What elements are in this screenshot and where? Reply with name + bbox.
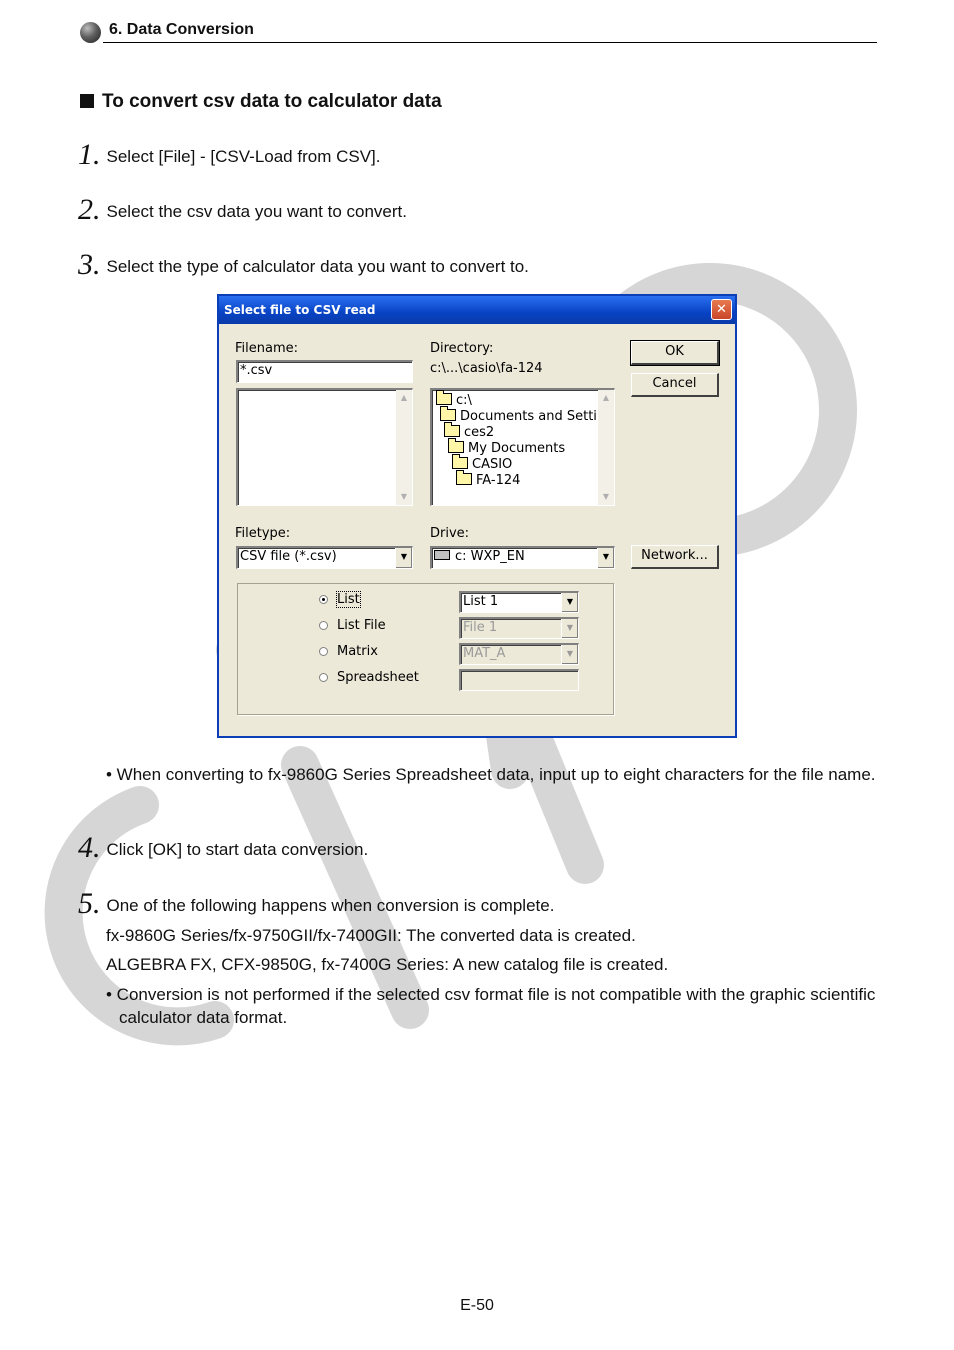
radio-spreadsheet[interactable] — [319, 673, 328, 682]
chevron-down-icon[interactable]: ▼ — [597, 548, 614, 568]
drive-select[interactable]: c: WXP_EN ▼ — [430, 546, 615, 569]
step-3: 3. Select the type of calculator data you want to convert to. — [78, 248, 529, 281]
directory-tree[interactable] — [430, 388, 615, 506]
scroll-down-icon[interactable]: ▼ — [400, 492, 408, 501]
dialog-titlebar — [219, 296, 735, 324]
tree-item[interactable]: CASIO — [452, 456, 512, 474]
directory-scrollbar[interactable] — [598, 390, 614, 505]
filename-input[interactable]: *.csv — [236, 360, 413, 383]
folder-open-icon — [448, 441, 464, 453]
step-4: 4. Click [OK] to start data conversion. — [78, 831, 369, 864]
chevron-down-icon: ▼ — [561, 619, 578, 638]
scroll-down-icon[interactable]: ▼ — [602, 492, 610, 501]
tree-item[interactable]: ces2 — [444, 424, 494, 442]
result-line-2: ALGEBRA FX, CFX-9850G, fx-7400G Series: A new catalog file is created. — [106, 955, 669, 974]
folder-open-icon — [436, 393, 452, 405]
tree-item[interactable]: c:\ — [436, 392, 472, 410]
tree-item[interactable]: FA-124 — [456, 472, 520, 490]
data-type-group — [237, 583, 614, 715]
radio-list-file[interactable] — [319, 621, 328, 630]
select-file-dialog — [217, 294, 737, 738]
folder-open-icon — [456, 473, 472, 485]
step-5: 5. One of the following happens when conversion is complete. — [78, 887, 555, 920]
dialog-title: Select file to CSV read — [224, 303, 376, 317]
section-bullet-icon — [80, 22, 101, 43]
drive-label: Drive: — [430, 526, 470, 541]
option-spreadsheet-label: Spreadsheet — [337, 670, 419, 685]
filetype-label: Filetype: — [235, 526, 291, 541]
file-select: File 1 ▼ — [459, 617, 579, 639]
chevron-down-icon[interactable]: ▼ — [395, 548, 412, 568]
file-list-scrollbar[interactable] — [396, 390, 412, 505]
option-list-label: List — [337, 592, 360, 607]
network-button[interactable]: Network... — [631, 545, 719, 569]
spreadsheet-name-input — [459, 669, 579, 691]
folder-open-icon — [444, 425, 460, 437]
step-2: 2. Select the csv data you want to convert. — [78, 193, 407, 226]
radio-matrix[interactable] — [319, 647, 328, 656]
directory-label: Directory: — [430, 341, 494, 356]
drive-icon — [434, 550, 450, 560]
header-rule — [103, 42, 877, 43]
step-1: 1. Select [File] - [CSV-Load from CSV]. — [78, 138, 381, 171]
filetype-select[interactable]: CSV file (*.csv) ▼ — [236, 546, 413, 569]
spreadsheet-note: • When converting to fx-9860G Series Spreadsheet data, input up to eight characters for the file name. — [106, 765, 876, 784]
tree-item[interactable]: My Documents — [448, 440, 565, 458]
tree-item[interactable]: Documents and Setti — [440, 408, 597, 426]
scroll-up-icon[interactable]: ▲ — [602, 393, 610, 402]
filename-label: Filename: — [235, 341, 299, 356]
directory-path: c:\...\casio\fa-124 — [430, 361, 543, 376]
matrix-select: MAT_A ▼ — [459, 643, 579, 665]
page-number: E-50 — [460, 1297, 494, 1314]
option-list-file-label: List File — [337, 618, 386, 633]
list-select[interactable]: List 1 ▼ — [459, 591, 579, 613]
section-header: 6. Data Conversion — [109, 21, 254, 38]
chevron-down-icon[interactable]: ▼ — [561, 593, 578, 612]
square-bullet-icon — [80, 94, 94, 108]
result-line-1: fx-9860G Series/fx-9750GII/fx-7400GII: The converted data is created. — [106, 926, 636, 945]
ok-button[interactable]: OK — [631, 341, 719, 365]
file-list[interactable] — [236, 388, 413, 506]
option-matrix-label: Matrix — [337, 644, 378, 659]
cancel-button[interactable]: Cancel — [631, 373, 719, 397]
procedure-title: To convert csv data to calculator data — [80, 91, 442, 113]
folder-open-icon — [452, 457, 468, 469]
radio-list[interactable] — [319, 595, 328, 604]
close-icon[interactable]: ✕ — [711, 299, 732, 320]
folder-open-icon — [440, 409, 456, 421]
chevron-down-icon: ▼ — [561, 645, 578, 664]
scroll-up-icon[interactable]: ▲ — [400, 393, 408, 402]
compatibility-note: • Conversion is not performed if the selected csv format file is not compatible with the graphic scientific calculator data format. — [106, 985, 876, 1027]
